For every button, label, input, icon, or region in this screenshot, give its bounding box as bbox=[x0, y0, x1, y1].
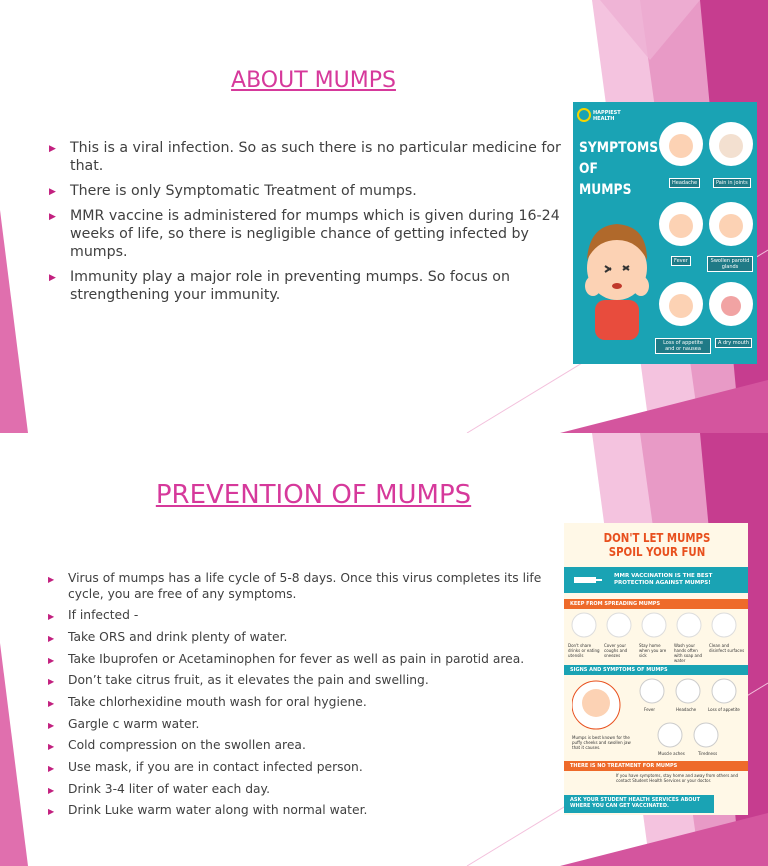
poster-brand: HAPPIEST HEALTH bbox=[593, 110, 621, 122]
symptom-caption: Loss of appetite bbox=[708, 707, 740, 712]
list-item: ▶ Take chlorhexidine mouth wash for oral hygiene. bbox=[68, 695, 558, 711]
list-item: ▶ Take Ibuprofen or Acetaminophen for fever as well as pain in parotid area. bbox=[68, 652, 558, 668]
page-title: PREVENTION OF MUMPS bbox=[155, 480, 472, 510]
bullet-list bbox=[68, 571, 558, 825]
symptom-label: Headache bbox=[669, 178, 700, 188]
symptom-icons bbox=[657, 116, 757, 356]
list-item: ▶ MMR vaccine is administered for mumps which is given during 16-24 weeks of life, so there is negligible chance of getting infected by mumps. bbox=[70, 207, 570, 261]
poster-title-line: OF bbox=[579, 161, 598, 177]
child-illustration bbox=[577, 210, 657, 340]
list-item: ▶ There is only Symptomatic Treatment of mumps. bbox=[70, 182, 570, 200]
poster-banner: MMR VACCINATION IS THE BEST PROTECTION AGAINST MUMPS! bbox=[564, 567, 748, 593]
symptom-label: Loss of appetite and or nausea bbox=[655, 338, 711, 354]
symptom-caption: Muscle aches bbox=[658, 751, 685, 756]
tip-caption: Don't share drinks or eating utensils bbox=[568, 643, 600, 658]
poster-headline-line: SPOIL YOUR FUN bbox=[608, 545, 706, 559]
symptom-caption: Headache bbox=[676, 707, 697, 712]
symptoms-poster bbox=[573, 102, 757, 364]
list-item: ▶ Drink Luke warm water along with normal water. bbox=[68, 803, 558, 819]
mumps-prevention-poster bbox=[564, 523, 748, 815]
poster-title bbox=[579, 138, 659, 201]
poster-headline-line: DON'T LET MUMPS bbox=[603, 531, 711, 545]
bullet-list bbox=[70, 139, 570, 311]
poster-title-line: MUMPS bbox=[579, 182, 632, 198]
tip-caption: Stay home when you are sick bbox=[639, 643, 667, 658]
list-item: ▶ Drink 3-4 liter of water each day. bbox=[68, 782, 558, 798]
brand-logo-icon bbox=[577, 108, 591, 122]
syringe-icon bbox=[572, 571, 602, 589]
tip-caption: Wash your hands often with soap and water bbox=[674, 643, 703, 663]
poster-section-header: THERE IS NO TREATMENT FOR MUMPS bbox=[564, 761, 748, 771]
list-item: ▶ Don’t take citrus fruit, as it elevates the pain and swelling. bbox=[68, 673, 558, 689]
list-item: ▶ Use mask, if you are in contact infected person. bbox=[68, 760, 558, 776]
tip-caption: Clean and disinfect surfaces bbox=[709, 643, 745, 653]
list-item: ▶ Gargle c warm water. bbox=[68, 717, 558, 733]
poster-section-header: KEEP FROM SPREADING MUMPS bbox=[564, 599, 748, 609]
symptom-label: Fever bbox=[671, 256, 691, 266]
prevention-tip-icons bbox=[570, 611, 742, 641]
list-item: ▶ This is a viral infection. So as such there is no particular medicine for that. bbox=[70, 139, 570, 175]
symptom-caption: Fever bbox=[644, 707, 656, 712]
treatment-note: If you have symptoms, stay home and away from others and contact Student Health Services or your doctor. bbox=[616, 773, 739, 783]
poster-footer: ASK YOUR STUDENT HEALTH SERVICES ABOUT WHERE YOU CAN GET VACCINATED. bbox=[564, 795, 714, 813]
symptom-note: Mumps is best known for the puffy cheeks and swollen jaw that it causes. bbox=[572, 735, 631, 750]
list-item: ▶ Take ORS and drink plenty of water. bbox=[68, 630, 558, 646]
symptom-caption: Tiredness bbox=[698, 751, 718, 756]
symptom-label: A dry mouth bbox=[715, 338, 752, 348]
page-title: ABOUT MUMPS bbox=[231, 68, 396, 93]
list-item: ▶ Immunity play a major role in preventing mumps. So focus on strengthening your immunity. bbox=[70, 268, 570, 304]
symptom-label: Pain in joints bbox=[713, 178, 751, 188]
poster-section-header: SIGNS AND SYMPTOMS OF MUMPS bbox=[564, 665, 748, 675]
list-item: ▶ Virus of mumps has a life cycle of 5-8 days. Once this virus completes its life cycle, you are free of any symptoms. bbox=[68, 571, 558, 602]
poster-headline bbox=[585, 531, 730, 559]
list-item: ▶ Cold compression on the swollen area. bbox=[68, 738, 558, 754]
symptom-label: Swollen parotid glands bbox=[707, 256, 753, 272]
list-item: ▶ If infected - bbox=[68, 608, 558, 624]
symptom-illustrations bbox=[572, 675, 744, 773]
slide-prevention-of-mumps bbox=[0, 433, 768, 866]
tip-caption: Cover your coughs and sneezes bbox=[604, 643, 628, 658]
poster-title-line: SYMPTOMS bbox=[579, 140, 659, 156]
